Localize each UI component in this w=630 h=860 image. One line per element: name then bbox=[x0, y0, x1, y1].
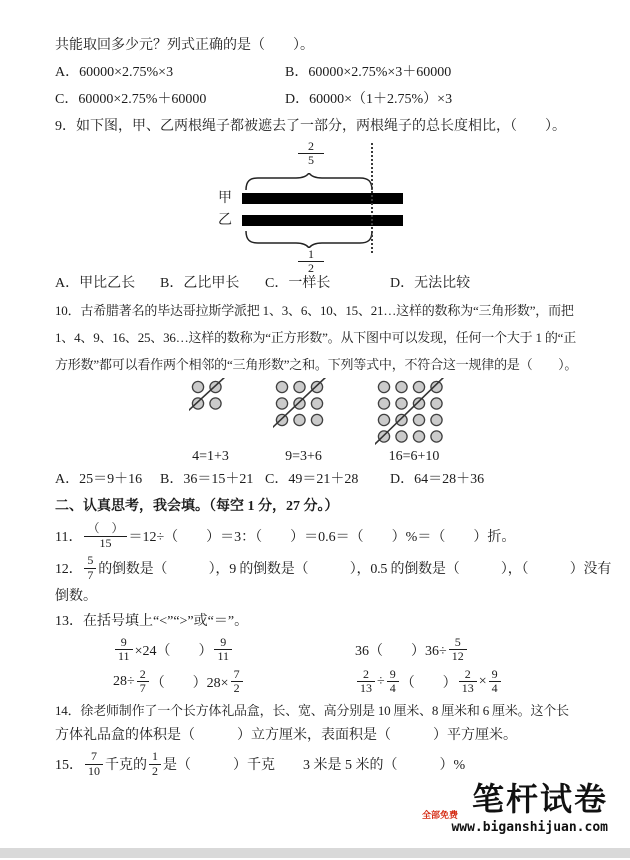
rope-top-fraction bbox=[298, 140, 324, 168]
q10-options-row bbox=[55, 466, 600, 493]
q9-option-b: B．乙比甲长 bbox=[160, 276, 240, 291]
fraction bbox=[459, 668, 477, 696]
fraction-numerator: 9 bbox=[115, 636, 133, 650]
q8-option-b: B．60000×2.75%×3＋60000 bbox=[285, 65, 452, 80]
q9-stem: 9．如下图，甲、乙两根绳子都被遮去了一部分，两根绳子的总长度相比，（ ）。 bbox=[55, 119, 566, 134]
fraction-denominator: 11 bbox=[118, 649, 130, 663]
fraction bbox=[449, 636, 467, 664]
expression-text: ×24（ ） bbox=[134, 643, 213, 659]
dots-figure-9-icon bbox=[273, 378, 335, 431]
rope-label-yi: 乙 bbox=[218, 213, 232, 228]
footer-bar bbox=[0, 848, 630, 858]
q13-expression-2 bbox=[355, 636, 469, 664]
q13-expression-1 bbox=[113, 636, 355, 664]
q10-stem-line1: 10．古希腊著名的毕达哥拉斯学派把 1、3、6、10、15、21…这样的数称为“三角形数”，而把 bbox=[55, 303, 574, 318]
q10-stem-line3: 方形数”都可以看作两个相邻的“三角形数”之和。下列等式中，不符合这一规律的是（ ）。 bbox=[55, 357, 578, 372]
expression-text: （ ） bbox=[400, 675, 457, 691]
figure-column-1 bbox=[189, 378, 233, 466]
fraction bbox=[387, 668, 399, 696]
q10-option-c: C．49＝21＋28 bbox=[265, 472, 359, 487]
dots-figure-16-icon bbox=[375, 378, 454, 448]
q8-option-a: A．60000×2.75%×3 bbox=[55, 65, 174, 80]
q14-line1: 14．徐老师制作了一个长方体礼品盒，长、宽、高分别是 10 厘米、8 厘米和 6 厘米。这个长 bbox=[55, 703, 569, 718]
fraction-denominator: 4 bbox=[491, 681, 498, 695]
fraction-numerator: 9 bbox=[387, 668, 399, 682]
q8-option-d: D．60000×（1＋2.75%）×3 bbox=[285, 92, 453, 107]
site-url: www.biganshijuan.com bbox=[451, 820, 608, 835]
q12-line2: 倒数。 bbox=[55, 589, 97, 604]
fraction-numerator: 5 bbox=[449, 636, 467, 650]
dots-figure-4-icon bbox=[189, 378, 233, 414]
triangle-square-number-figures bbox=[6, 378, 630, 466]
free-badge: 全部免费 bbox=[422, 810, 459, 820]
fraction-numerator: 2 bbox=[459, 668, 477, 682]
dotted-divider-line bbox=[371, 143, 373, 253]
q8-stem: 共能取回多少元？列式正确的是（ ）。 bbox=[55, 38, 314, 53]
q11-line bbox=[55, 520, 600, 552]
fraction bbox=[489, 668, 501, 696]
q15-fraction-1 bbox=[85, 750, 103, 778]
q11-fraction bbox=[84, 522, 126, 550]
fraction bbox=[115, 636, 133, 664]
figure-column-2 bbox=[273, 378, 335, 466]
operator: × bbox=[478, 673, 487, 689]
brand-text: 笔杆试卷 bbox=[471, 781, 608, 817]
fraction-numerator: 2 bbox=[298, 140, 324, 154]
q9-option-c: C．一样长 bbox=[265, 276, 331, 291]
fraction-denominator: 13 bbox=[360, 681, 372, 695]
fraction-denominator: 15 bbox=[99, 535, 112, 550]
q12-rest: 的倒数是（ ），9 的倒数是（ ），0.5 的倒数是（ ），（ ）没有 bbox=[98, 562, 612, 577]
q10-option-b: B．36＝15＋21 bbox=[160, 472, 254, 487]
brace-bottom-icon bbox=[244, 231, 374, 248]
fraction-numerator: 2 bbox=[357, 668, 375, 682]
fraction-numerator: 1 bbox=[298, 248, 324, 262]
q15-fraction-2 bbox=[149, 750, 161, 778]
fraction-numerator: 9 bbox=[489, 668, 501, 682]
fraction bbox=[231, 668, 243, 696]
section2-header: 二、认真思考，我会填。（每空 1 分，27 分。） bbox=[55, 499, 339, 514]
fraction-denominator: 11 bbox=[217, 649, 230, 663]
footer-url-row bbox=[408, 810, 608, 836]
fraction-denominator: 7 bbox=[87, 567, 94, 582]
fraction-denominator: 7 bbox=[139, 681, 146, 695]
expression-text: 36（ ）36÷ bbox=[355, 643, 447, 659]
q15-line bbox=[55, 748, 600, 780]
q9-option-a: A．甲比乙长 bbox=[55, 276, 136, 291]
figure-column-3 bbox=[375, 378, 454, 466]
q10-stem-line2: 1、4、9、16、25、36…这样的数称为“正方形数”。从下图中可以发现，任何一个大于 1 的“正 bbox=[55, 330, 577, 345]
q13-row2 bbox=[113, 665, 600, 698]
q10-option-d: D．64＝28＋36 bbox=[390, 472, 485, 487]
fraction-numerator: 7 bbox=[85, 750, 103, 764]
q13-expression-4 bbox=[355, 668, 503, 696]
q8-options-row1 bbox=[55, 59, 600, 86]
q12-fraction bbox=[84, 554, 96, 582]
q12-number: 12． bbox=[55, 562, 83, 577]
fraction-denominator: 12 bbox=[451, 649, 464, 663]
fraction-denominator: 4 bbox=[389, 681, 396, 695]
fraction-numerator: 7 bbox=[231, 668, 243, 682]
q11-rest: ＝12÷（ ）＝3：（ ）＝0.6＝（ ）%＝（ ）折。 bbox=[128, 530, 516, 545]
figure-label-1: 4=1+3 bbox=[192, 449, 229, 464]
expression-text: （ ）28× bbox=[150, 675, 229, 691]
fraction bbox=[137, 668, 149, 696]
q8-option-c: C．60000×2.75%＋60000 bbox=[55, 92, 207, 107]
brace-top-icon bbox=[244, 173, 374, 190]
fraction-denominator: 10 bbox=[88, 763, 100, 778]
fraction-denominator: 5 bbox=[308, 153, 314, 168]
q13-row1 bbox=[113, 634, 600, 665]
fraction-denominator: 2 bbox=[233, 681, 240, 695]
q8-options-row2 bbox=[55, 86, 600, 113]
expression-text: 28÷ bbox=[113, 673, 135, 689]
fraction bbox=[357, 668, 375, 696]
q15-number: 15． bbox=[55, 758, 83, 773]
fraction-denominator: 2 bbox=[308, 261, 314, 276]
q13-expression-3 bbox=[113, 668, 355, 696]
fraction-denominator: 2 bbox=[152, 763, 158, 778]
q15-text-1: 千克的 bbox=[105, 758, 147, 773]
fraction-numerator: （ ） bbox=[84, 522, 126, 536]
rope-label-jia: 甲 bbox=[218, 191, 232, 206]
fraction-numerator: 1 bbox=[149, 750, 161, 764]
figure-label-2: 9=3+6 bbox=[285, 449, 322, 464]
q10-option-a: A．25＝9＋16 bbox=[55, 472, 143, 487]
q11-number: 11． bbox=[55, 530, 83, 545]
q9-option-d: D．无法比较 bbox=[390, 276, 471, 291]
fraction-numerator: 2 bbox=[137, 668, 149, 682]
footer-logo bbox=[408, 782, 608, 836]
rope-bottom-fraction bbox=[298, 248, 324, 276]
rope-diagram bbox=[0, 139, 630, 276]
fraction-numerator: 5 bbox=[84, 554, 96, 568]
rope-bar-jia bbox=[242, 193, 403, 204]
fraction bbox=[214, 636, 232, 664]
q9-options-row bbox=[55, 270, 600, 297]
fraction-numerator: 9 bbox=[214, 636, 232, 650]
figure-label-3: 16=6+10 bbox=[388, 449, 440, 464]
operator: ÷ bbox=[377, 673, 385, 689]
q14-line2: 方体礼品盒的体积是（ ）立方厘米，表面积是（ ）平方厘米。 bbox=[55, 728, 517, 743]
q12-line1 bbox=[55, 552, 612, 584]
q13-stem: 13．在括号填上“<”“>”或“＝”。 bbox=[55, 614, 249, 629]
fraction-denominator: 13 bbox=[461, 681, 474, 695]
q15-text-2: 是（ ）千克 3 米是 5 米的（ ）% bbox=[163, 758, 466, 773]
rope-bar-yi bbox=[242, 215, 403, 226]
